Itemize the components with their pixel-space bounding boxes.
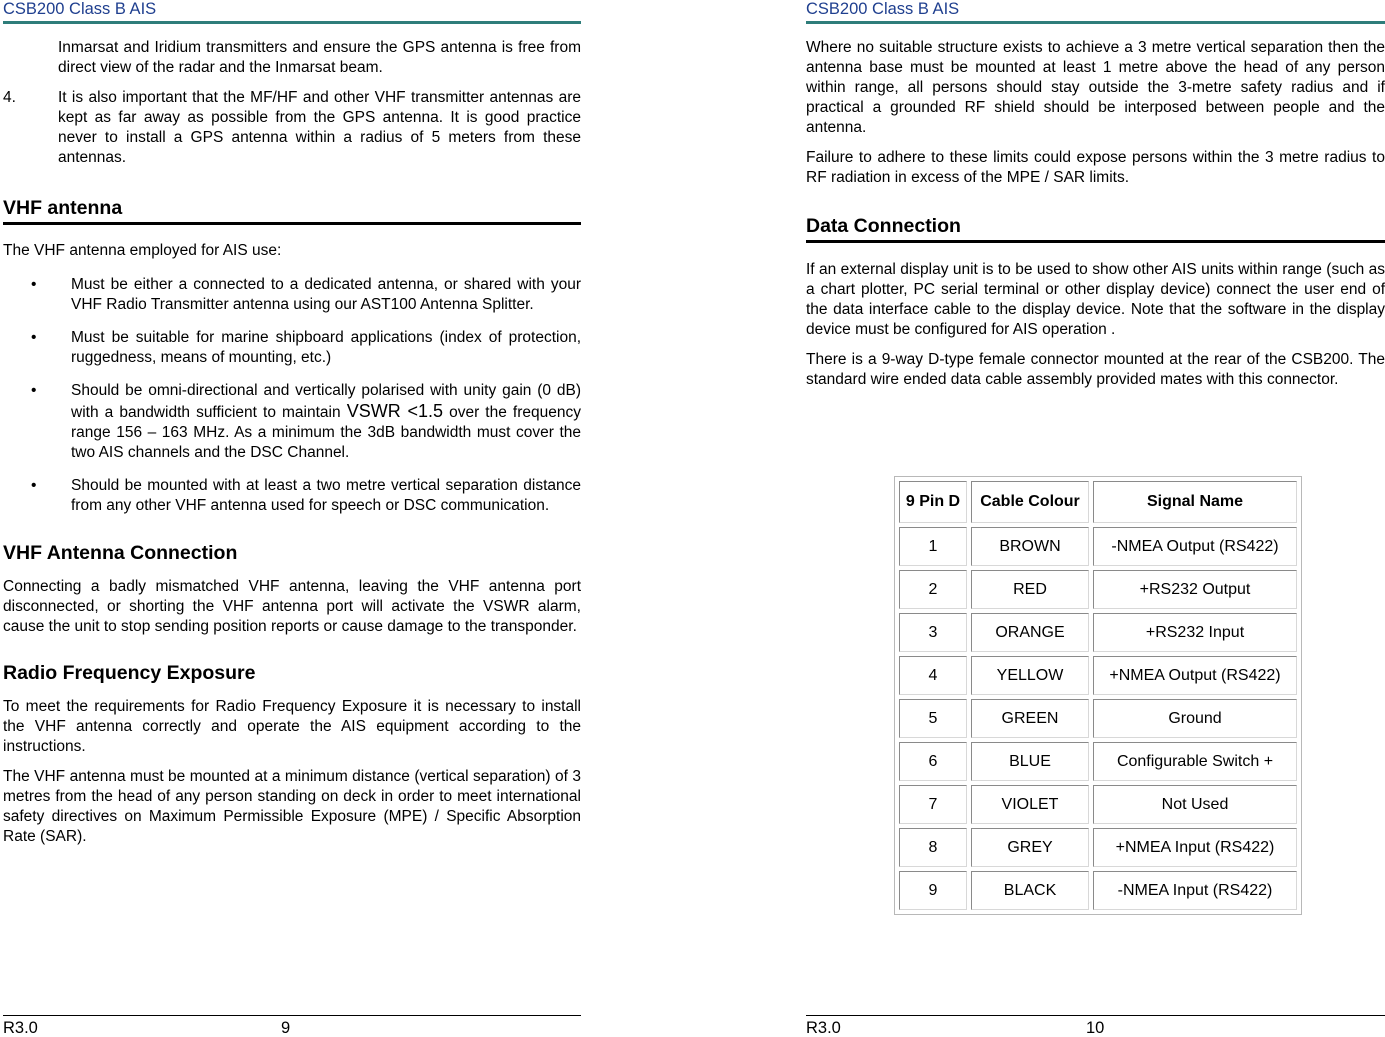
pin-number-cell: 2 <box>899 570 967 609</box>
limits-paragraph: Failure to adhere to these limits could expose persons within the 3 metre radius to RF radiation in excess of the MPE / SAR limits. <box>806 149 1385 186</box>
rf-paragraph-2: The VHF antenna must be mounted at a minimum distance (vertical separation) of 3 metres from the head of any person standing on deck in order to meet international safety directives on Maximum Permissible Exposure (MPE) / Specific Absorption Rate (SAR). <box>3 768 581 845</box>
table-row <box>899 828 1297 867</box>
pin-number-cell: 3 <box>899 613 967 652</box>
bullet-icon: • <box>31 329 37 346</box>
footer-page-number: 9 <box>281 1019 291 1037</box>
signal-name-cell: -NMEA Input (RS422) <box>1093 871 1297 910</box>
bullet-item <box>3 381 581 463</box>
table-row <box>899 570 1297 609</box>
item-number: 4. <box>3 89 16 106</box>
table-row <box>899 656 1297 695</box>
signal-name-cell: +NMEA Input (RS422) <box>1093 828 1297 867</box>
header-rule <box>806 21 1385 24</box>
rf-paragraph-1: To meet the requirements for Radio Frequency Exposure it is necessary to install the VHF antenna correctly and operate the AIS equipment according to the instructions. <box>3 698 581 755</box>
bullet-text: over the frequency range 156 – 163 MHz. As a minimum the 3dB bandwidth must cover the two AIS channels and the DSC Channel. <box>71 404 581 461</box>
rf-exposure-heading: Radio Frequency Exposure <box>3 662 256 684</box>
signal-name-cell: +NMEA Output (RS422) <box>1093 656 1297 695</box>
table-row <box>899 527 1297 566</box>
bullet-icon: • <box>31 382 37 399</box>
bullet-text: Should be omni-directional and vertically polarised with unity gain (0 dB) with a bandwidth sufficient to maintain <box>71 382 581 421</box>
right-content <box>806 38 1385 400</box>
vhf-intro: The VHF antenna employed for AIS use: <box>3 242 282 259</box>
bullet-item <box>3 275 581 315</box>
display-paragraph: If an external display unit is to be used to show other AIS units within range (such as a chart plotter, PC serial terminal or other display device) connect the user end of the data interface cable to the display device. Note that the software in the display device must be configured for AIS operation . <box>806 261 1385 338</box>
item-text: It is also important that the MF/HF and other VHF transmitter antennas are kept as far away as possible from the GPS antenna. It is good practice never to install a GPS antenna within a radius of 5 meters from these antennas. <box>58 89 581 166</box>
table-row <box>899 613 1297 652</box>
left-content <box>3 38 581 857</box>
data-connection-heading: Data Connection <box>806 215 961 237</box>
table-body <box>899 527 1297 910</box>
pin-number-cell: 6 <box>899 742 967 781</box>
cable-colour-cell: YELLOW <box>971 656 1089 695</box>
separation-paragraph: Where no suitable structure exists to achieve a 3 metre vertical separation then the antenna base must be mounted at least 1 metre above the head of any person within range, all persons should stay outside the 3-metre safety radius and if practical a grounded RF shield should be interposed between people and the antenna. <box>806 39 1385 136</box>
connector-paragraph: There is a 9-way D-type female connector mounted at the rear of the CSB200. The standard wire ended data cable assembly provided mates with this connector. <box>806 351 1385 388</box>
table-header-row <box>899 481 1297 523</box>
footer-revision: R3.0 <box>806 1019 841 1037</box>
cable-colour-cell: BLUE <box>971 742 1089 781</box>
cable-colour-cell: GREY <box>971 828 1089 867</box>
cable-colour-cell: BLACK <box>971 871 1089 910</box>
footer-page-number: 10 <box>1086 1019 1105 1037</box>
footer-rule <box>3 1015 581 1016</box>
page-header: CSB200 Class B AIS <box>806 0 960 18</box>
footer-rule <box>806 1015 1385 1016</box>
signal-name-cell: +RS232 Output <box>1093 570 1297 609</box>
pin-number-cell: 8 <box>899 828 967 867</box>
vhf-antenna-heading: VHF antenna <box>3 197 123 219</box>
bullet-text: Should be mounted with at least a two metre vertical separation distance from any other VHF antenna used for speech or DSC communication. <box>71 477 581 514</box>
vhf-connection-text: Connecting a badly mismatched VHF antenna, leaving the VHF antenna port disconnected, or shorting the VHF antenna port will activate the VSWR alarm, cause the unit to stop sending position reports or cause damage to the transponder. <box>3 578 581 635</box>
signal-name-cell: Ground <box>1093 699 1297 738</box>
cable-colour-cell: ORANGE <box>971 613 1089 652</box>
signal-name-cell: +RS232 Input <box>1093 613 1297 652</box>
vhf-connection-heading: VHF Antenna Connection <box>3 542 238 564</box>
pin-number-cell: 9 <box>899 871 967 910</box>
footer-revision: R3.0 <box>3 1019 38 1037</box>
bullet-icon: • <box>31 477 37 494</box>
intro-paragraph: Inmarsat and Iridium transmitters and ensure the GPS antenna is free from direct view of the radar and the Inmarsat beam. <box>58 39 581 76</box>
pin-number-cell: 1 <box>899 527 967 566</box>
signal-name-cell: -NMEA Output (RS422) <box>1093 527 1297 566</box>
vswr-value: VSWR <1.5 <box>346 401 443 421</box>
table-row <box>899 742 1297 781</box>
column-header: Cable Colour <box>971 481 1089 523</box>
bullet-item <box>3 476 581 516</box>
pin-number-cell: 5 <box>899 699 967 738</box>
right-page <box>806 0 1385 1036</box>
cable-colour-cell: RED <box>971 570 1089 609</box>
bullet-text: Must be suitable for marine shipboard applications (index of protection, ruggedness, means of mounting, etc.) <box>71 329 581 366</box>
header-rule <box>3 21 581 24</box>
pinout-table <box>894 476 1302 915</box>
cable-colour-cell: BROWN <box>971 527 1089 566</box>
signal-name-cell: Configurable Switch + <box>1093 742 1297 781</box>
column-header: 9 Pin D <box>899 481 967 523</box>
pin-number-cell: 4 <box>899 656 967 695</box>
signal-name-cell: Not Used <box>1093 785 1297 824</box>
pin-number-cell: 7 <box>899 785 967 824</box>
left-page <box>3 0 581 1036</box>
bullet-text: Must be either a connected to a dedicated antenna, or shared with your VHF Radio Transmitter antenna using our AST100 Antenna Splitter. <box>71 276 581 313</box>
table-row <box>899 699 1297 738</box>
table-row <box>899 871 1297 910</box>
bullet-item <box>3 328 581 368</box>
column-header: Signal Name <box>1093 481 1297 523</box>
cable-colour-cell: GREEN <box>971 699 1089 738</box>
table-row <box>899 785 1297 824</box>
cable-colour-cell: VIOLET <box>971 785 1089 824</box>
page-header: CSB200 Class B AIS <box>3 0 157 18</box>
bullet-icon: • <box>31 276 37 293</box>
numbered-item-4 <box>3 88 581 168</box>
